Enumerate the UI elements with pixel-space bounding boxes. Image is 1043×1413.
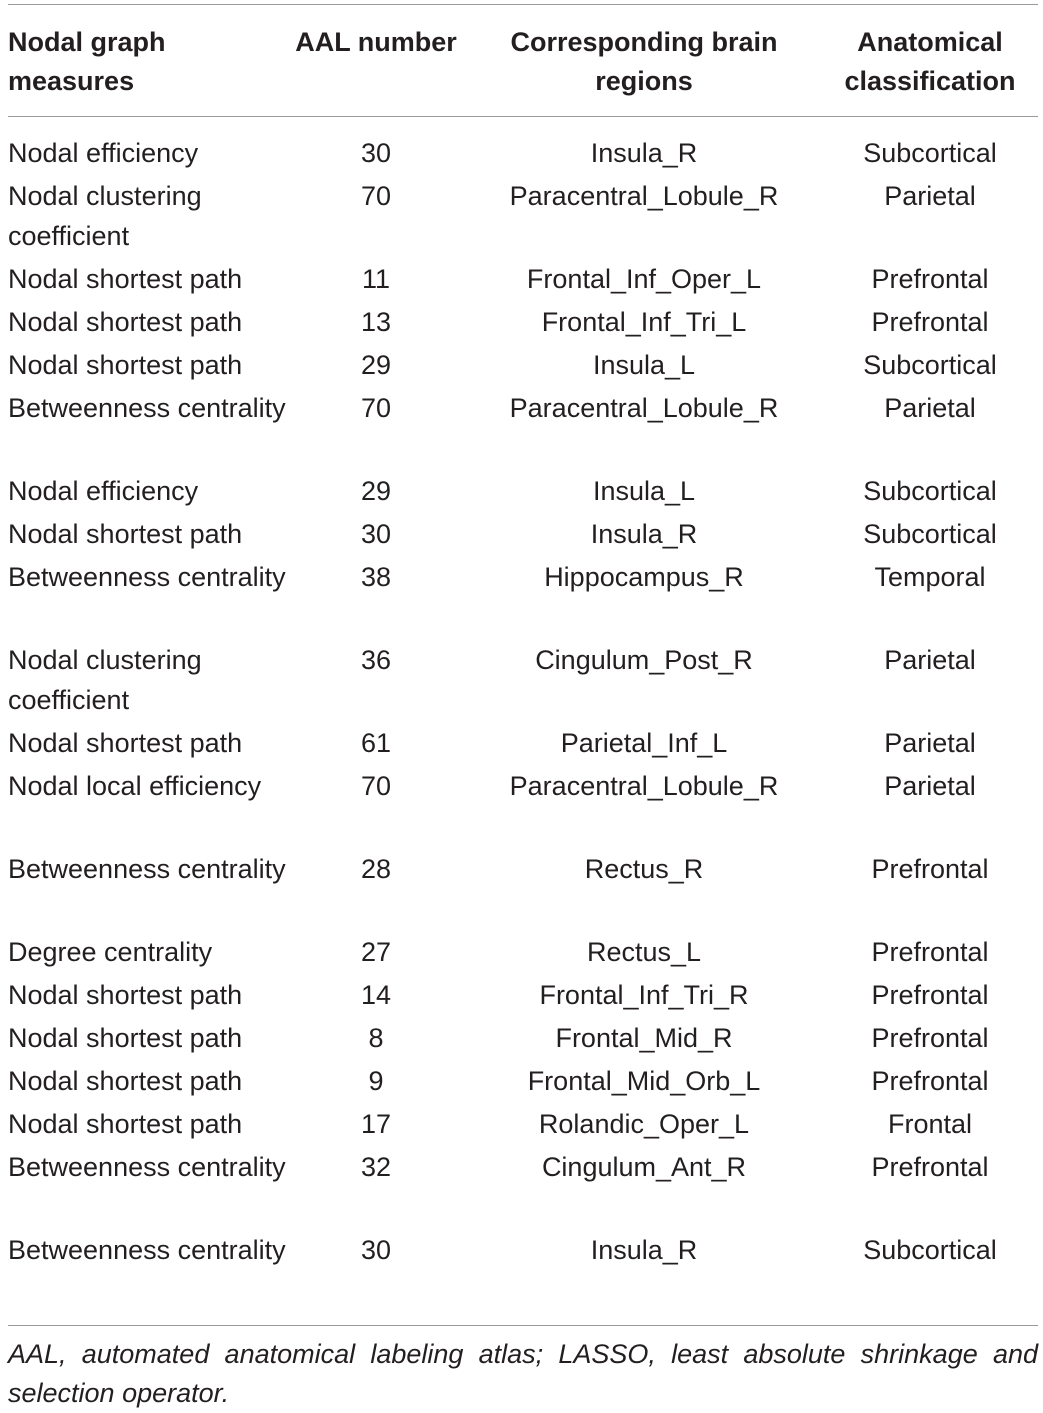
cell-brain-region: Hippocampus_R: [544, 562, 744, 592]
cell-aal-number: 13: [360, 307, 392, 337]
cell-classification: Parietal: [884, 181, 976, 211]
cell-classification: Parietal: [884, 728, 976, 758]
header-classification: Anatomical classification: [844, 27, 1016, 96]
cell-brain-region: Paracentral_Lobule_R: [509, 771, 779, 801]
cell-brain-region: Rolandic_Oper_L: [538, 1109, 750, 1139]
cell-measure: Nodal shortest path: [8, 980, 243, 1010]
header-brain-region: Corresponding brain regions: [510, 27, 778, 96]
cell-measure: Nodal shortest path: [8, 350, 243, 380]
table-header: [8, 5, 1038, 116]
cell-classification: Temporal: [874, 562, 986, 592]
cell-brain-region: Paracentral_Lobule_R: [509, 181, 779, 211]
table-row: [8, 1018, 1038, 1061]
table-row: [8, 176, 1038, 259]
cell-measure: Nodal shortest path: [8, 264, 243, 294]
cell-measure: Degree centrality: [8, 937, 213, 967]
cell-classification: Subcortical: [863, 1235, 997, 1265]
table-body: [8, 117, 1038, 1325]
cell-measure: Nodal clustering coefficient: [8, 181, 202, 251]
cell-brain-region: Paracentral_Lobule_R: [509, 393, 779, 423]
cell-classification: Parietal: [884, 645, 976, 675]
cell-measure: Betweenness centrality: [8, 1235, 286, 1265]
cell-aal-number: 11: [361, 264, 391, 294]
cell-aal-number: 32: [360, 1152, 392, 1182]
cell-classification: Prefrontal: [871, 937, 989, 967]
table-row: [8, 975, 1038, 1018]
table-row: [8, 723, 1038, 766]
cell-aal-number: 8: [368, 1023, 384, 1053]
header-row: [8, 5, 1038, 116]
table-row: [8, 766, 1038, 849]
cell-aal-number: 9: [368, 1066, 384, 1096]
cell-classification: Prefrontal: [871, 854, 989, 884]
cell-brain-region: Frontal_Mid_R: [555, 1023, 733, 1053]
cell-classification: Subcortical: [863, 350, 997, 380]
cell-classification: Parietal: [884, 393, 976, 423]
cell-measure: Nodal shortest path: [8, 728, 243, 758]
table-footnote: AAL, automated anatomical labeling atlas; LASSO, least absolute shrinkage and selection operator.: [8, 1339, 1038, 1408]
cell-brain-region: Frontal_Mid_Orb_L: [527, 1066, 761, 1096]
cell-brain-region: Insula_L: [592, 350, 696, 380]
cell-aal-number: 70: [360, 393, 392, 423]
cell-aal-number: 30: [360, 519, 392, 549]
header-measure: Nodal graph measures: [8, 27, 166, 96]
table-row: [8, 302, 1038, 345]
table-row: [8, 1061, 1038, 1104]
table-row: [8, 1147, 1038, 1230]
cell-brain-region: Insula_R: [590, 138, 698, 168]
cell-brain-region: Insula_L: [592, 476, 696, 506]
cell-measure: Betweenness centrality: [8, 393, 286, 423]
cell-brain-region: Frontal_Inf_Oper_L: [526, 264, 762, 294]
cell-classification: Subcortical: [863, 138, 997, 168]
cell-measure: Betweenness centrality: [8, 854, 286, 884]
table-row: [8, 557, 1038, 640]
cell-measure: Betweenness centrality: [8, 1152, 286, 1182]
cell-brain-region: Insula_R: [590, 1235, 698, 1265]
cell-classification: Prefrontal: [871, 264, 989, 294]
cell-classification: Subcortical: [863, 519, 997, 549]
nodal-measures-table: [8, 5, 1038, 116]
table-row: [8, 932, 1038, 975]
cell-measure: Nodal shortest path: [8, 1066, 243, 1096]
cell-aal-number: 14: [360, 980, 392, 1010]
cell-classification: Frontal: [887, 1109, 973, 1139]
cell-aal-number: 29: [360, 476, 392, 506]
cell-measure: Nodal shortest path: [8, 1023, 243, 1053]
cell-aal-number: 70: [360, 181, 392, 211]
cell-aal-number: 70: [360, 771, 392, 801]
cell-measure: Nodal local efficiency: [8, 771, 262, 801]
cell-measure: Nodal shortest path: [8, 519, 243, 549]
cell-brain-region: Cingulum_Post_R: [535, 645, 753, 675]
cell-aal-number: 29: [360, 350, 392, 380]
cell-classification: Prefrontal: [871, 1152, 989, 1182]
cell-classification: Prefrontal: [871, 980, 989, 1010]
cell-aal-number: 30: [360, 138, 392, 168]
table-row: [8, 1104, 1038, 1147]
cell-aal-number: 27: [360, 937, 392, 967]
cell-measure: Nodal clustering coefficient: [8, 645, 202, 715]
header-aal-number: AAL number: [295, 27, 457, 57]
cell-aal-number: 61: [360, 728, 392, 758]
cell-classification: Subcortical: [863, 476, 997, 506]
cell-classification: Prefrontal: [871, 1066, 989, 1096]
cell-measure: Nodal shortest path: [8, 1109, 243, 1139]
cell-aal-number: 28: [360, 854, 392, 884]
cell-measure: Betweenness centrality: [8, 562, 286, 592]
table-row: [8, 849, 1038, 932]
table-row: [8, 514, 1038, 557]
cell-aal-number: 38: [360, 562, 392, 592]
table-row: [8, 471, 1038, 514]
cell-brain-region: Rectus_R: [584, 854, 704, 884]
table-row: [8, 1230, 1038, 1325]
cell-measure: Nodal shortest path: [8, 307, 243, 337]
cell-aal-number: 36: [360, 645, 392, 675]
cell-brain-region: Frontal_Inf_Tri_R: [539, 980, 749, 1010]
cell-classification: Parietal: [884, 771, 976, 801]
cell-measure: Nodal efficiency: [8, 476, 199, 506]
nodal-measures-body-table: [8, 117, 1038, 1325]
cell-classification: Prefrontal: [871, 307, 989, 337]
results-table-container: [8, 4, 1038, 1413]
cell-aal-number: 30: [360, 1235, 392, 1265]
cell-brain-region: Rectus_L: [586, 937, 702, 967]
table-row: [8, 117, 1038, 176]
cell-brain-region: Insula_R: [590, 519, 698, 549]
cell-measure: Nodal efficiency: [8, 138, 199, 168]
table-row: [8, 345, 1038, 388]
table-row: [8, 259, 1038, 302]
cell-aal-number: 17: [360, 1109, 392, 1139]
cell-brain-region: Parietal_Inf_L: [560, 728, 728, 758]
table-row: [8, 640, 1038, 723]
cell-classification: Prefrontal: [871, 1023, 989, 1053]
cell-brain-region: Cingulum_Ant_R: [541, 1152, 747, 1182]
cell-brain-region: Frontal_Inf_Tri_L: [541, 307, 747, 337]
table-row: [8, 388, 1038, 471]
